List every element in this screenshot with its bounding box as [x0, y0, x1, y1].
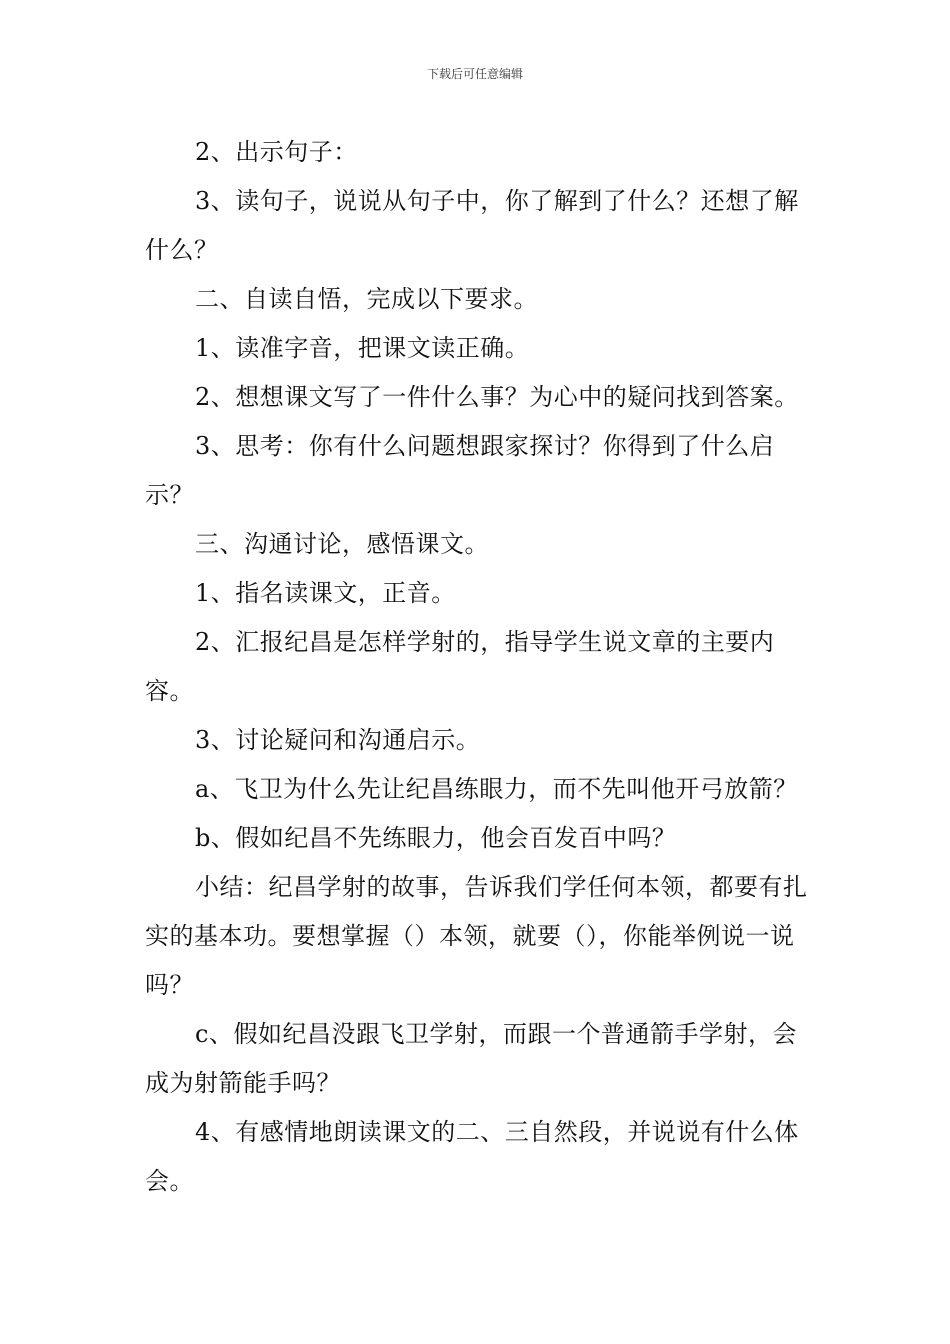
paragraph-1: 2、出示句子：: [195, 138, 358, 166]
page-header: 下载后可任意编辑: [426, 67, 523, 81]
paragraph-11: a、飞卫为什么先让纪昌练眼力，而不先叫他开弓放箭？: [195, 775, 798, 803]
paragraph-6: 3、思考：你有什么问题想跟家探讨？你得到了什么启示？: [145, 432, 775, 509]
paragraph-3: 二、自读自悟，完成以下要求。: [195, 285, 538, 313]
paragraph-10: 3、讨论疑问和沟通启示。: [195, 726, 481, 754]
paragraph-4: 1、读准字音，把课文读正确。: [195, 334, 530, 362]
paragraph-14: c、假如纪昌没跟飞卫学射，而跟一个普通箭手学射，会成为射箭能手吗？: [145, 1020, 797, 1097]
paragraph-8: 1、指名读课文，正音。: [195, 579, 456, 607]
paragraph-13: 小结：纪昌学射的故事，告诉我们学任何本领，都要有扎实的基本功。要想掌握（）本领，就要（），你能举例说一说吗？: [145, 873, 808, 999]
paragraph-2: 3、读句子，说说从句子中，你了解到了什么？还想了解什么？: [145, 187, 799, 264]
document-body: [145, 128, 810, 1206]
paragraph-15: 4、有感情地朗读课文的二、三自然段，并说说有什么体会。: [145, 1118, 799, 1195]
paragraph-12: b、假如纪昌不先练眼力，他会百发百中吗？: [195, 824, 677, 852]
paragraph-7: 三、沟通讨论，感悟课文。: [195, 530, 489, 558]
paragraph-9: 2、汇报纪昌是怎样学射的，指导学生说文章的主要内容。: [145, 628, 775, 705]
paragraph-5: 2、想想课文写了一件什么事？为心中的疑问找到答案。: [195, 383, 799, 411]
